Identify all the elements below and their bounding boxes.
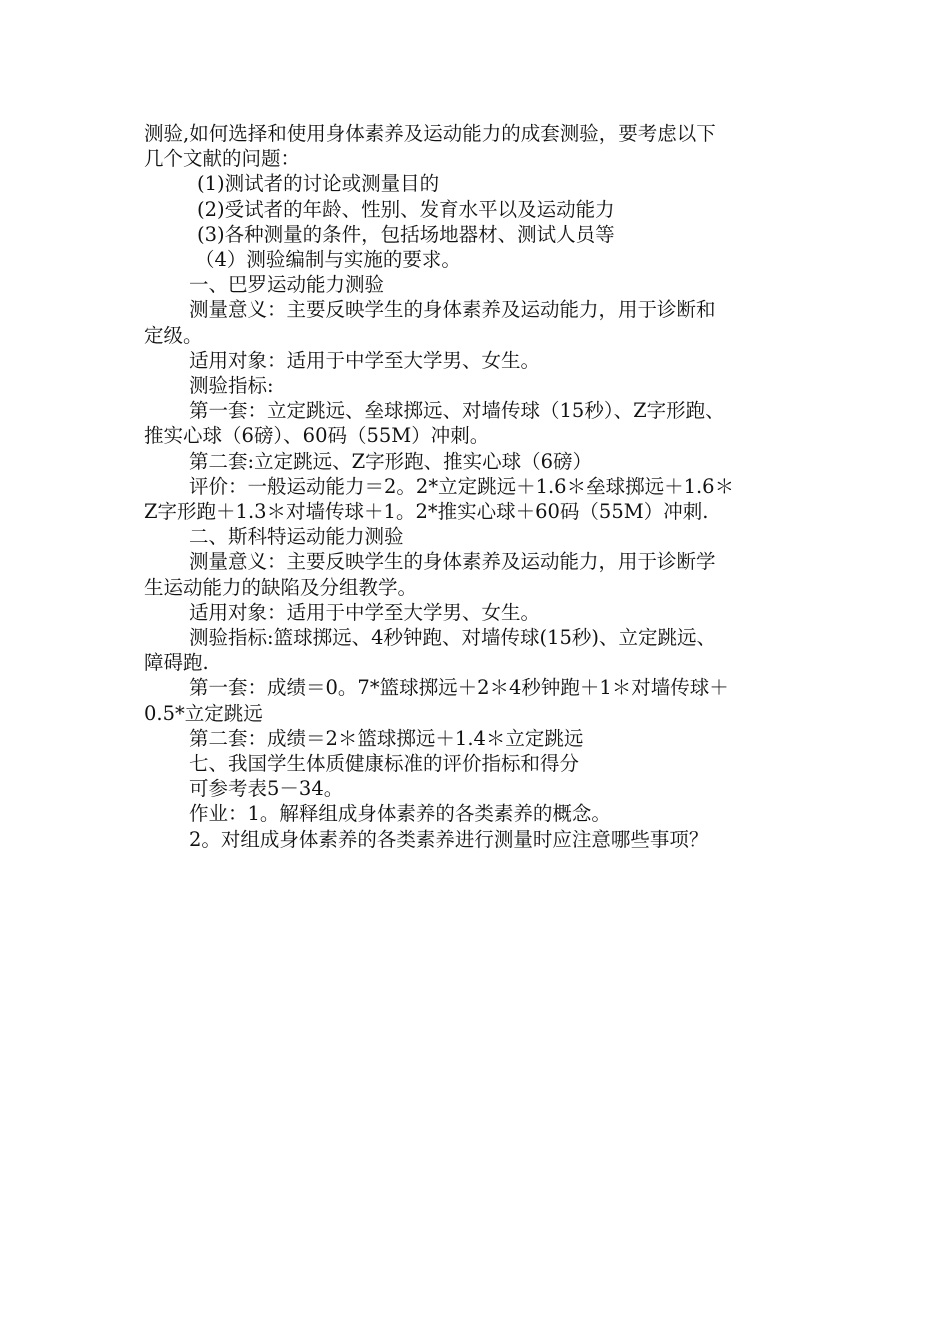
text-line: 第一套：立定跳远、垒球掷远、对墙传球（15秒）、Z字形跑、 [189, 399, 725, 423]
text-line: 0.5*立定跳远 [144, 701, 263, 725]
text-line: Z字形跑＋1.3＊对墙传球＋1。2*推实心球＋60码（55M）冲刺. [144, 500, 709, 524]
list-item: (3)各种测量的条件，包括场地器材、测试人员等 [197, 222, 615, 246]
text-line: 第一套：成绩＝0。7*篮球掷远＋2＊4秒钟跑＋1＊对墙传球＋ [189, 676, 729, 700]
section-heading: 七、我国学生体质健康标准的评价指标和得分 [189, 752, 580, 776]
text-line: 测量意义：主要反映学生的身体素养及运动能力，用于诊断学 [189, 550, 716, 574]
text-line: 几个文献的问题： [144, 147, 301, 171]
text-line: 障碍跑. [144, 651, 209, 675]
text-line: 作业：1。解释组成身体素养的各类素养的概念。 [189, 802, 611, 826]
document-body [144, 121, 814, 852]
text-line: 第二套:立定跳远、Z字形跑、推实心球（6磅） [189, 449, 593, 473]
list-item: （4）测验编制与实施的要求。 [195, 248, 461, 272]
text-line: 第二套：成绩＝2＊篮球掷远＋1.4＊立定跳远 [189, 726, 584, 750]
section-heading: 二、斯科特运动能力测验 [189, 525, 404, 549]
text-line: 测验指标:篮球掷远、4秒钟跑、对墙传球(15秒)、立定跳远、 [189, 626, 717, 650]
text-line: 可参考表5－34。 [189, 777, 344, 801]
text-line: 定级。 [144, 323, 203, 347]
text-line: 适用对象：适用于中学至大学男、女生。 [189, 348, 541, 372]
text-line: 推实心球（6磅）、60码（55M）冲刺。 [144, 424, 490, 448]
text-line: 测验,如何选择和使用身体素养及运动能力的成套测验，要考虑以下 [144, 122, 716, 145]
text-line: 2。对组成身体素养的各类素养进行测量时应注意哪些事项？ [189, 827, 709, 851]
text-line: 适用对象：适用于中学至大学男、女生。 [189, 600, 541, 624]
list-item: (1)测试者的讨论或测量目的 [197, 172, 440, 196]
section-heading: 一、巴罗运动能力测验 [189, 273, 385, 297]
text-line: 生运动能力的缺陷及分组教学。 [144, 575, 418, 599]
text-line: 测验指标: [189, 374, 274, 398]
list-item: (2)受试者的年龄、性别、发育水平以及运动能力 [197, 197, 615, 221]
text-line: 测量意义：主要反映学生的身体素养及运动能力，用于诊断和 [189, 298, 716, 322]
text-line: 评价：一般运动能力＝2。2*立定跳远＋1.6＊垒球掷远＋1.6＊ [189, 474, 735, 498]
